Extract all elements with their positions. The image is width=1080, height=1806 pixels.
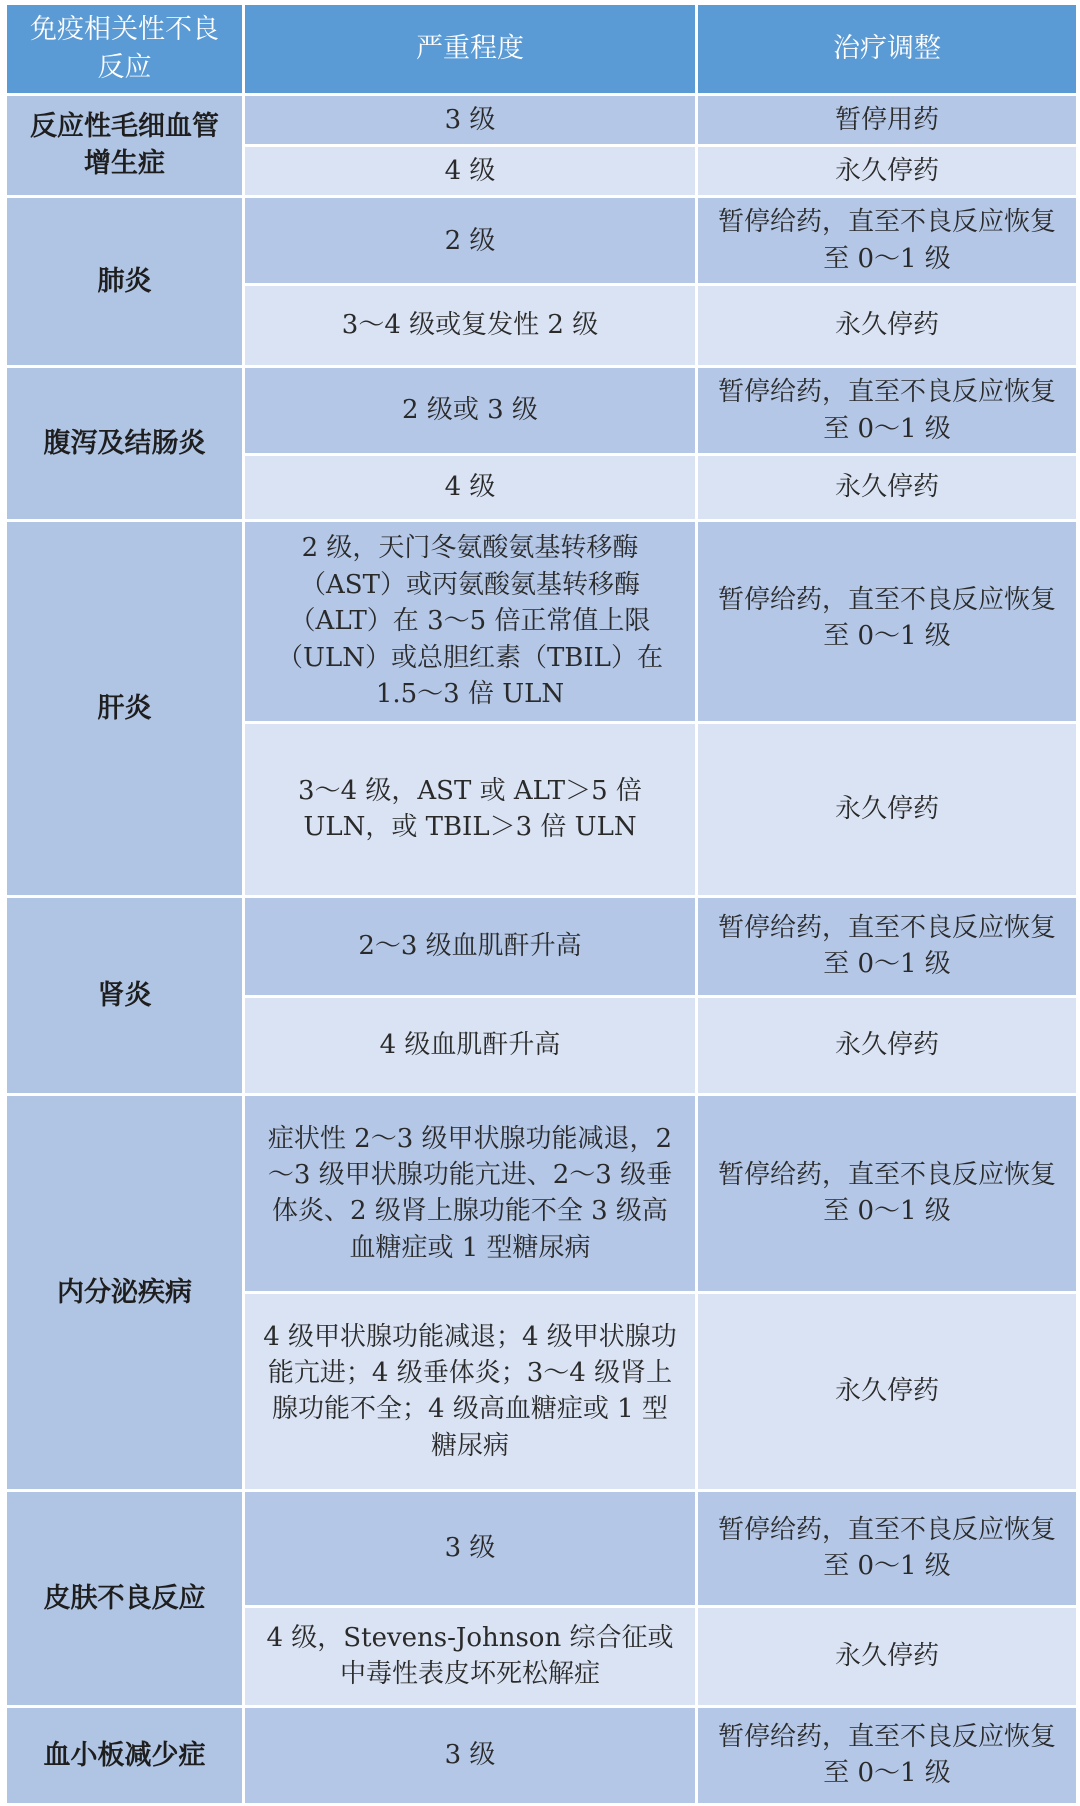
treatment-cell: 暂停给药，直至不良反应恢复至 0～1 级 [697,896,1078,996]
severity-cell: 2 级 [244,197,697,285]
category-cell: 皮肤不良反应 [6,1490,244,1706]
adverse-reaction-table [4,2,1079,1806]
table-row [6,520,1078,722]
category-cell: 反应性毛细血管增生症 [6,94,244,197]
severity-cell: 4 级 [244,454,697,520]
table-row [6,367,1078,455]
treatment-cell: 暂停给药，直至不良反应恢复至 0～1 级 [697,197,1078,285]
treatment-cell: 永久停药 [697,996,1078,1094]
severity-cell: 2～3 级血肌酐升高 [244,896,697,996]
header-severity: 严重程度 [244,4,697,95]
severity-cell: 2 级，天门冬氨酸氨基转移酶（AST）或丙氨酸氨基转移酶（ALT）在 3～5 倍正常值上限（ULN）或总胆红素（TBIL）在 1.5～3 倍 ULN [244,520,697,722]
category-cell: 肾炎 [6,896,244,1094]
category-cell: 内分泌疾病 [6,1094,244,1490]
treatment-cell: 永久停药 [697,1292,1078,1490]
severity-cell: 3 级 [244,1490,697,1606]
category-cell: 肝炎 [6,520,244,896]
treatment-cell: 暂停给药，直至不良反应恢复至 0～1 级 [697,520,1078,722]
category-cell: 腹泻及结肠炎 [6,367,244,521]
severity-cell: 2 级或 3 级 [244,367,697,455]
table-row [6,1094,1078,1292]
severity-cell: 3 级 [244,94,697,145]
table-row [6,1490,1078,1606]
category-cell: 肺炎 [6,197,244,367]
treatment-cell: 永久停药 [697,1606,1078,1706]
severity-cell: 4 级 [244,145,697,196]
treatment-cell: 永久停药 [697,285,1078,367]
table-row [6,197,1078,285]
treatment-cell: 永久停药 [697,454,1078,520]
severity-cell: 3～4 级或复发性 2 级 [244,285,697,367]
severity-cell: 4 级，Stevens-Johnson 综合征或中毒性表皮坏死松解症 [244,1606,697,1706]
category-cell: 血小板减少症 [6,1706,244,1804]
treatment-cell: 暂停给药，直至不良反应恢复至 0～1 级 [697,1706,1078,1804]
treatment-cell: 永久停药 [697,145,1078,196]
table-row [6,896,1078,996]
severity-cell: 3 级 [244,1706,697,1804]
table-row [6,94,1078,145]
header-reaction: 免疫相关性不良反应 [6,4,244,95]
severity-cell: 3～4 级，AST 或 ALT＞5 倍 ULN，或 TBIL＞3 倍 ULN [244,722,697,896]
severity-cell: 症状性 2～3 级甲状腺功能减退，2～3 级甲状腺功能亢进、2～3 级垂体炎、2 级肾上腺功能不全 3 级高血糖症或 1 型糖尿病 [244,1094,697,1292]
severity-cell: 4 级血肌酐升高 [244,996,697,1094]
treatment-cell: 永久停药 [697,722,1078,896]
header-treatment: 治疗调整 [697,4,1078,95]
treatment-cell: 暂停给药，直至不良反应恢复至 0～1 级 [697,1094,1078,1292]
treatment-cell: 暂停给药，直至不良反应恢复至 0～1 级 [697,367,1078,455]
treatment-cell: 暂停给药，直至不良反应恢复至 0～1 级 [697,1490,1078,1606]
treatment-cell: 暂停用药 [697,94,1078,145]
table-row [6,1706,1078,1804]
severity-cell: 4 级甲状腺功能减退；4 级甲状腺功能亢进；4 级垂体炎；3～4 级肾上腺功能不全；4 级高血糖症或 1 型糖尿病 [244,1292,697,1490]
header-row [6,4,1078,95]
